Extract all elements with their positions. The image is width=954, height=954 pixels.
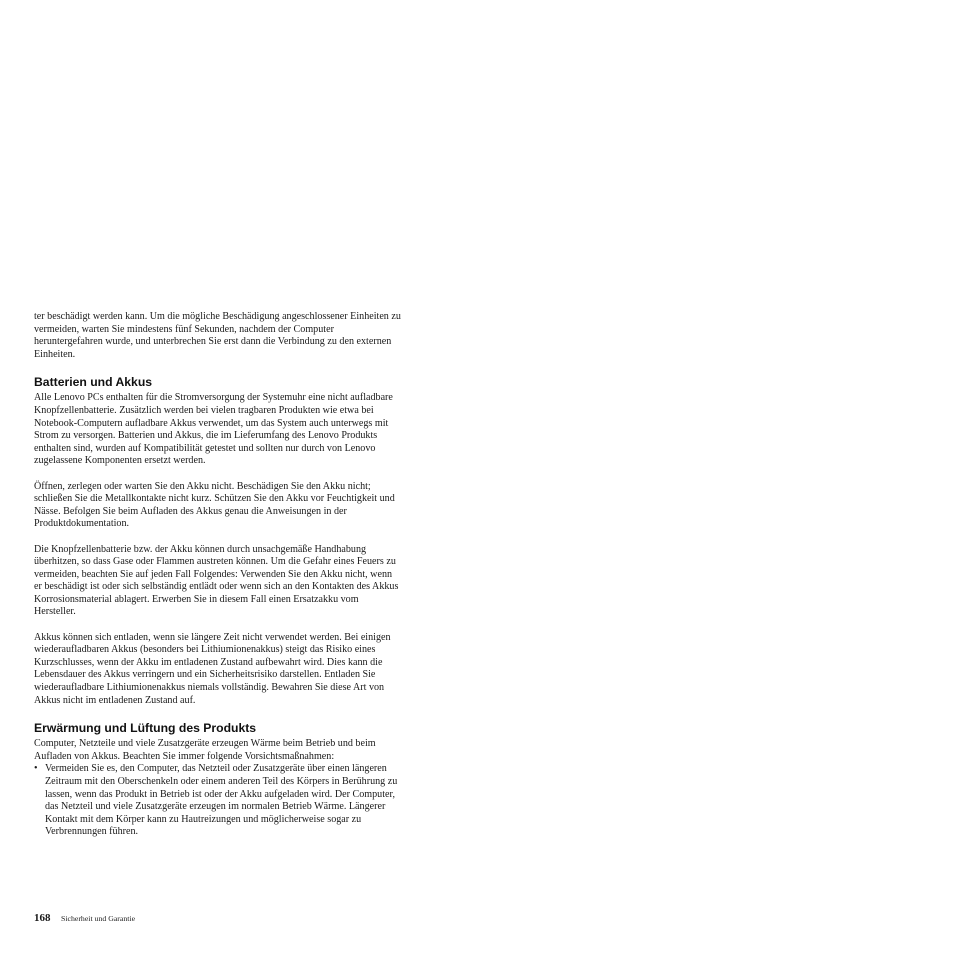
page-footer [34,912,135,924]
bullet-icon: • [34,763,38,775]
list-item-text: Vermeiden Sie es, den Computer, das Netzteil oder Zusatzgeräte über einen längeren Zeitraum mit den Oberschenkeln oder einem anderen Teil des Körpers in Berührung zu lassen, wenn das Produkt in Betrieb ist oder der Akku aufgeladen wird. Der Computer, das Netzteil und viele Zusatzgeräte erzeugen im normalen Betrieb Wärme. Längerer Kontakt mit dem Körper kann zu Hautreizungen und möglicherweise sogar zu Verbrennungen führen. [45,763,398,838]
footer-title: Sicherheit und Garantie [61,914,136,923]
main-column [34,311,402,839]
heat-paragraph-1: Computer, Netzteile und viele Zusatzgeräte erzeugen Wärme beim Betrieb und beim Aufladen von Akkus. Beachten Sie immer folgende Vorsichtsmaßnahmen: [34,738,376,762]
batteries-paragraph-4: Akkus können sich entladen, wenn sie längere Zeit nicht verwendet werden. Bei einigen wiederaufladbaren Akkus (besonders bei Lithiumionenakkus) steigt das Risiko eines Kurzschlusses, wenn der Akku im entladenen Zustand aufbewahrt wird. Dies kann die Lebensdauer des Akkus verringern und ein Sicherheitsrisiko darstellen. Entladen Sie wiederaufladbare Lithiumionenakkus niemals vollständig. Bewahren Sie diese Art von Akkus nicht im entladenen Zustand auf. [34,631,391,706]
intro-paragraph: ter beschädigt werden kann. Um die mögliche Beschädigung angeschlossener Einheiten zu vermeiden, warten Sie mindestens fünf Sekunden, nachdem der Computer heruntergefahren wurde, und unterbrechen Sie erst dann die Verbindung zu den externen Einheiten. [34,311,401,360]
batteries-paragraph-3: Die Knopfzellenbatterie bzw. der Akku können durch unsachgemäße Handhabung überhitzen, so dass Gase oder Flammen austreten können. Um die Gefahr eines Feuers zu vermeiden, beachten Sie auf jeden Fall Folgendes: Verwenden Sie den Akku nicht, wenn er beschädigt ist oder sich selbständig entlädt oder wenn sich an den Kontakten des Akkus Korrosionsmaterial ablagert. Erwerben Sie in diesem Fall einen Ersatzakku vom Hersteller. [34,543,399,618]
heat-bullet-list [34,763,402,839]
page-number: 168 [34,912,51,924]
batteries-paragraph-1: Alle Lenovo PCs enthalten für die Stromversorgung der Systemuhr eine nicht aufladbare Knopfzellenbatterie. Zusätzlich werden bei vielen tragbaren Produkten wie etwa bei Notebook-Computern aufladbare Akkus verwendet, um das System auch unterwegs mit Strom zu versorgen. Batterien und Akkus, die im Lieferumfang des Lenovo Produkts enthalten sind, wurden auf Kompatibilität getestet und sollten nur durch von Lenovo zugelassene Komponenten ersetzt werden. [34,392,393,467]
list-item [34,763,402,839]
section-heading-heat: Erwärmung und Lüftung des Produkts [34,721,257,736]
batteries-paragraph-2: Öffnen, zerlegen oder warten Sie den Akku nicht. Beschädigen Sie den Akku nicht; schließen Sie die Metallkontakte nicht kurz. Schützen Sie den Akku vor Feuchtigkeit und Nässe. Befolgen Sie beim Aufladen des Akkus genau die Anweisungen in der Produktdokumentation. [34,480,395,530]
section-heading-batteries: Batterien und Akkus [34,375,153,390]
